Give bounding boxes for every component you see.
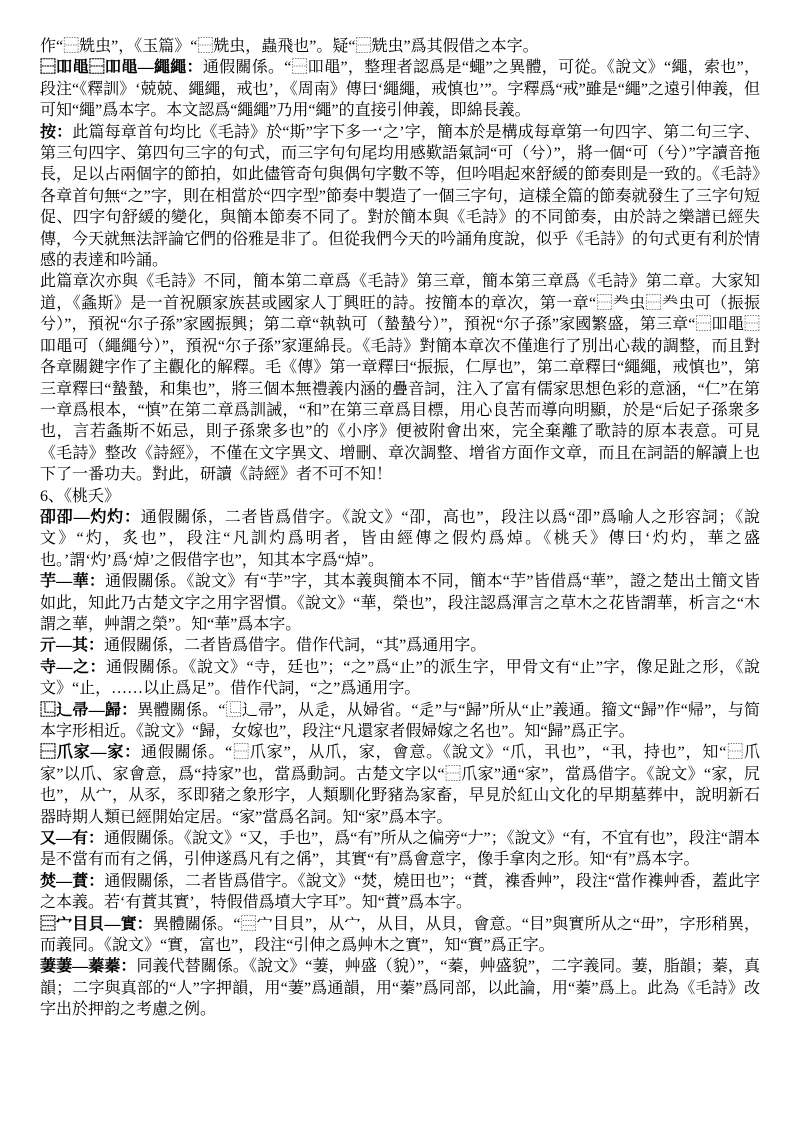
entry-text: 異體關係。“⿳宀目貝”，从宀，从目，从貝，會意。“目”與實所从之“毌”，字形稍異，而義同。《說文》“實，富也”，段注“引伸之爲艸木之實”，知“實”爲正字。 — [40, 915, 760, 955]
entry-head: 萋萋—蓁蓁： — [40, 958, 137, 976]
entry-text: 通假關係，二者皆爲借字。《說文》“卲，高也”，段注以爲“卲”爲喻人之形容詞；《說文》“灼，炙也”，段注“凡訓灼爲明者，皆由經傳之假灼爲焯。《桃夭》傳曰‘灼灼，華之盛也。’謂‘灼’爲‘焯’之假借字也”，知其本字爲“焯”。 — [40, 508, 760, 569]
section-heading-text: 6、《桃夭》 — [40, 487, 121, 505]
paragraph-chapter-order — [40, 271, 760, 485]
entry-qi — [40, 635, 760, 656]
note-head: 按： — [40, 123, 73, 141]
entry-head: 卲卲—灼灼： — [40, 508, 141, 526]
entry-you — [40, 828, 760, 871]
entry-zhuozhuo — [40, 507, 760, 571]
entry-head: 芋—華： — [40, 573, 106, 591]
entry-text: 通假關係，二者皆爲借字。借作代詞，“其”爲通用字。 — [104, 637, 487, 655]
entry-head: ⿺辶帚—歸： — [40, 701, 138, 719]
entry-fen — [40, 871, 760, 914]
entry-head: ⿱爪家—家： — [40, 744, 141, 762]
document-page — [40, 36, 760, 1021]
paragraph-note-an — [40, 122, 760, 272]
entry-gui — [40, 700, 760, 743]
section-heading-taoyao — [40, 486, 760, 507]
entry-jia — [40, 742, 760, 828]
entry-head: ⿳宀目貝—實： — [40, 915, 153, 933]
entry-qiqi-zhenzhen — [40, 956, 760, 1020]
entry-head: 寺—之： — [40, 658, 107, 676]
entry-text: 通假關係。“⿱吅黽”，整理者認爲是“蠅”之異體，可從。《說文》“繩，索也”，段注“《釋訓》‘兢兢、繩繩，戒也’，《周南》傳曰‘繩繩，戒慎也’”。字釋爲“戒”雖是“繩”之遠引伸義，但可知“繩”爲本字。本文認爲“繩繩”乃用“繩”的直接引伸義，即綿長義。 — [40, 59, 760, 120]
entry-text: 通假關係。《說文》“又，手也”，爲“有”所从之偏旁“𠂇”；《說文》“有，不宜有也”，段注“謂本是不當有而有之偁，引伸遂爲凡有之偁”，其實“有”爲會意字，像手拿肉之形。知“有”爲本字。 — [40, 830, 760, 869]
entry-text: 通假關係。“⿱爪家”，从爪，家，會意。《說文》“爪，丮也”，“丮，持也”，知“⿱爪家”以爪、家會意，爲“持家”也，當爲動詞。古楚文字以“⿱爪家”通“家”，當爲借字。《說文》“家，凥也”，从宀，从豕，豕即豬之象形字，人類馴化野豬為家畜，早見於紅山文化的早期墓葬中，說明新石器時期人類已經開始定居。“家”當爲名詞。知“家”爲本字。 — [40, 744, 760, 826]
entry-shengsheng — [40, 57, 760, 121]
paragraph-text: 此篇章次亦與《毛詩》不同，簡本第二章爲《毛詩》第三章，簡本第三章爲《毛詩》第二章。大家知道，《螽斯》是一首祝願家族甚或國家人丁興旺的詩。按簡本的章次，第一章“⿱龹虫⿱龹虫可（振振兮）”，預祝“尔子孫”家國振興；第二章“執執可（蟄蟄兮）”，預祝“尔子孫”家國繁盛，第三章“⿱吅黽⿱吅黽可（繩繩兮）”，預祝“尔子孫”家運綿長。《毛詩》對簡本章次不僅進行了別出心裁的調整，而且對各章關鍵字作了主觀化的解釋。毛《傳》第一章釋曰“振振，仁厚也”，第二章釋曰“繩繩，戒慎也”，第三章釋曰“蟄蟄，和集也”，將三個本無禮義内涵的疊音詞，注入了富有儒家思想色彩的意涵，“仁”在第一章爲根本，“慎”在第二章爲訓誡，“和”在第三章爲目標，用心良苦而導向明顯，於是“后妃子孫衆多也，言若螽斯不妬忌，則子孫衆多也”的《小序》便被附會出來，完全棄離了歌詩的原本表意。可見《毛詩》整改《詩經》，不僅在文字異文、增刪、章次調整、增省方面作文章，而且在詞語的解讀上也下了一番功夫。對此，研讀《詩經》者不可不知！ — [40, 273, 760, 484]
entry-text: 通假關係。《說文》“寺，廷也”；“之”爲“止”的派生字，甲骨文有“止”字，像足趾之形，《說文》“止，……以止爲足”。借作代詞，“之”爲通用字。 — [40, 658, 760, 698]
entry-shi — [40, 914, 760, 957]
paragraph-continuation-tail — [40, 36, 760, 57]
entry-text: 通假關係，二者皆爲借字。《說文》“焚，燒田也”；“蕡，襍香艸”，段注“當作襍艸香，蓋此字之本義。若‘有蕡其實’，特假借爲墳大字耳”。知“蕡”爲本字。 — [40, 872, 760, 912]
entry-text: 異體關係。“⿺辶帚”，从辵，从婦省。“辵”与“歸”所从“止”義通。籀文“歸”作“帰”，与简本字形相近。《說文》“歸，女嫁也”，段注“凡還家者假婦嫁之名也”。知“歸”爲正字。 — [40, 701, 760, 740]
entry-text: 通假關係。《說文》有“芋”字，其本義與簡本不同，簡本“芋”皆借爲“華”，證之楚出土簡文皆如此，知此乃古楚文字之用字習慣。《說文》“華，榮也”，段注認爲渾言之草木之花皆謂華，析言之“木謂之華，艸謂之榮”。知“華”爲本字。 — [40, 573, 760, 633]
entry-head: 亓—其： — [40, 637, 105, 655]
entry-head: 焚—蕡： — [40, 872, 105, 890]
paragraph-text: 作“⿱兟虫”，《玉篇》“⿱兟虫，蟲飛也”。疑“⿱兟虫”爲其假借之本字。 — [40, 38, 539, 55]
entry-head: 又—有： — [40, 830, 105, 848]
note-text: 此篇每章首句均比《毛詩》於“斯”字下多一‘之’字，簡本於是構成每章第一句四字、第二句三字、第三句四字、第四句三字的句式，而三字句句尾均用感歎語氣詞“可（兮）”，將一個“可（兮）”字讀音拖長，足以占兩個字的節拍，如此儘管奇句與偶句字數不等，但吟唱起來舒緩的節奏則是一致的。《毛詩》各章首句無“之”字，則在相當於“四字型”節奏中製造了一個三字句，這樣全篇的節奏就發生了三字句短促、四字句舒緩的變化，與簡本節奏不同了。對於簡本與《毛詩》的不同節奏，由於詩之樂譜已經失傳，今天就無法評論它們的俗雅是非了。但從我們今天的吟誦角度說，似乎《毛詩》的句式更有利於情感的表達和吟誦。 — [40, 123, 761, 270]
entry-hua — [40, 571, 760, 635]
entry-text: 同義代替關係。《說文》“萋，艸盛（貌）”，“蓁，艸盛貌”，二字義同。萋，脂韻；蓁，真韻；二字與真部的“人”字押韻，用“萋”爲通韻，用“蓁”爲同部，以此論，用“蓁”爲上。此為《毛詩》改字出於押韵之考慮之例。 — [40, 958, 760, 1019]
entry-zhi — [40, 657, 760, 700]
entry-head: ⿱吅黽⿱吅黽—繩繩： — [40, 59, 203, 77]
